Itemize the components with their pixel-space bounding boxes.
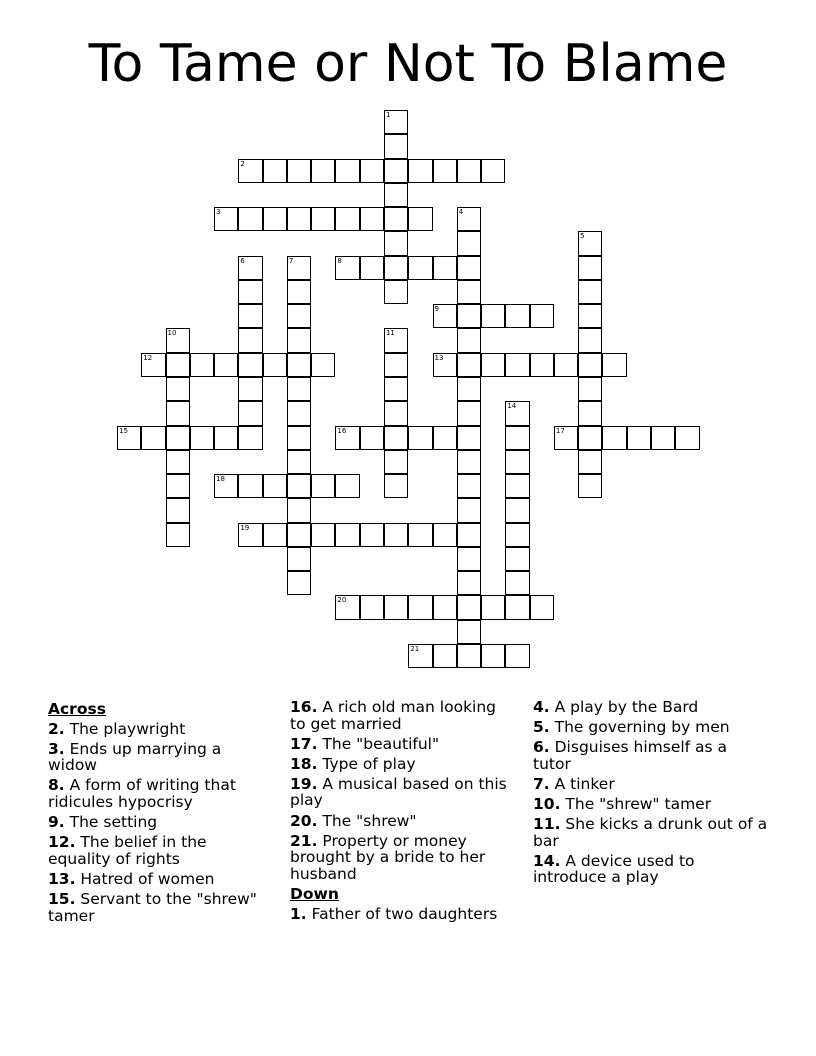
down-clue xyxy=(533,816,768,849)
grid-cell[interactable] xyxy=(602,426,626,450)
clue-number: 12 xyxy=(143,353,153,362)
grid-cell[interactable] xyxy=(360,523,384,547)
grid-cell[interactable] xyxy=(117,426,141,450)
grid-cell[interactable] xyxy=(311,474,335,498)
down-clue xyxy=(533,739,768,772)
grid-cell[interactable] xyxy=(578,353,602,377)
grid-cell[interactable] xyxy=(214,207,238,231)
clue-text: The "shrew" tamer xyxy=(565,794,712,813)
grid-cell[interactable] xyxy=(141,353,165,377)
grid-cell[interactable] xyxy=(263,523,287,547)
clue-number: 16. xyxy=(290,698,318,716)
clue-number: 8 xyxy=(337,256,342,265)
clue-number: 1 xyxy=(385,111,391,119)
grid-cell[interactable] xyxy=(287,426,311,450)
clue-number: 5. xyxy=(533,718,550,737)
grid-cell[interactable] xyxy=(481,304,505,328)
grid-cell[interactable] xyxy=(287,571,311,595)
across-clue xyxy=(48,814,273,831)
grid-cell[interactable] xyxy=(287,450,311,474)
clue-number: 5 xyxy=(580,232,585,241)
grid-cell[interactable] xyxy=(238,207,262,231)
grid-cell[interactable] xyxy=(384,134,408,158)
clue-text: Father of two daughters xyxy=(311,904,498,923)
clue-number: 9. xyxy=(48,813,65,832)
grid-cell[interactable] xyxy=(433,353,457,377)
clue-text: Hatred of women xyxy=(80,869,215,888)
grid-cell[interactable] xyxy=(214,353,238,377)
grid-cell[interactable] xyxy=(238,377,262,401)
grid-cell[interactable] xyxy=(384,353,408,377)
clue-number: 10 xyxy=(167,329,177,338)
grid-cell[interactable] xyxy=(384,256,408,280)
clue-text: The playwright xyxy=(69,719,186,738)
grid-cell[interactable] xyxy=(287,304,311,328)
clue-text: A musical based on this play xyxy=(290,774,507,810)
grid-cell[interactable] xyxy=(457,644,481,668)
grid-cell[interactable] xyxy=(505,595,529,619)
down-clue xyxy=(290,906,515,923)
clue-number: 20. xyxy=(290,811,318,830)
clue-number: 8. xyxy=(48,776,65,795)
grid-cell[interactable] xyxy=(238,353,262,377)
clue-text: A device used to introduce a play xyxy=(533,851,695,887)
grid-cell[interactable] xyxy=(384,159,408,183)
grid-cell[interactable] xyxy=(238,304,262,328)
grid-cell[interactable] xyxy=(287,401,311,425)
grid-cell[interactable] xyxy=(530,353,554,377)
grid-cell[interactable] xyxy=(360,595,384,619)
grid-cell[interactable] xyxy=(408,595,432,619)
grid-cell[interactable] xyxy=(384,183,408,207)
clue-text: The setting xyxy=(69,813,158,832)
grid-cell[interactable] xyxy=(505,644,529,668)
grid-cell[interactable] xyxy=(457,159,481,183)
down-clue xyxy=(533,776,768,793)
grid-cell[interactable] xyxy=(335,474,359,498)
clue-text: A rich old man looking to get married xyxy=(290,698,497,733)
grid-cell[interactable] xyxy=(384,207,408,231)
clue-text: Servant to the "shrew" tamer xyxy=(48,889,257,925)
clue-number: 19. xyxy=(290,774,318,793)
grid-cell[interactable] xyxy=(578,280,602,304)
grid-cell[interactable] xyxy=(287,377,311,401)
grid-cell[interactable] xyxy=(238,328,262,352)
grid-cell[interactable] xyxy=(505,426,529,450)
across-clue xyxy=(48,891,273,924)
grid-cell[interactable] xyxy=(433,644,457,668)
grid-cell[interactable] xyxy=(311,353,335,377)
grid-cell[interactable] xyxy=(433,159,457,183)
grid-cell[interactable] xyxy=(311,523,335,547)
across-clue xyxy=(290,833,515,883)
grid-cell[interactable] xyxy=(675,426,699,450)
grid-cell[interactable] xyxy=(311,159,335,183)
across-clue xyxy=(48,721,273,738)
grid-cell[interactable] xyxy=(457,523,481,547)
grid-cell[interactable] xyxy=(433,256,457,280)
grid-cell[interactable] xyxy=(457,377,481,401)
clue-number: 15 xyxy=(119,426,128,435)
clue-number: 3 xyxy=(216,208,221,217)
grid-cell[interactable] xyxy=(360,207,384,231)
clues-column-2 xyxy=(290,699,515,926)
grid-cell[interactable] xyxy=(457,498,481,522)
grid-cell[interactable] xyxy=(287,523,311,547)
grid-cell[interactable] xyxy=(384,474,408,498)
grid-cell[interactable] xyxy=(384,450,408,474)
grid-cell[interactable] xyxy=(384,377,408,401)
across-clue xyxy=(290,813,515,830)
grid-cell[interactable] xyxy=(457,426,481,450)
clue-number: 4. xyxy=(533,698,550,716)
grid-cell[interactable] xyxy=(166,474,190,498)
grid-cell[interactable] xyxy=(166,523,190,547)
grid-cell[interactable] xyxy=(408,256,432,280)
clue-text: Ends up marrying a widow xyxy=(48,739,222,775)
clue-text: Disguises himself as a tutor xyxy=(533,738,728,773)
clue-number: 17 xyxy=(555,426,565,435)
grid-cell[interactable] xyxy=(335,426,359,450)
grid-cell[interactable] xyxy=(578,401,602,425)
clue-text: Type of play xyxy=(322,754,416,773)
clue-number: 16 xyxy=(337,426,347,435)
grid-cell[interactable] xyxy=(238,159,262,183)
grid-cell[interactable] xyxy=(505,571,529,595)
grid-cell[interactable] xyxy=(457,353,481,377)
grid-cell[interactable] xyxy=(505,498,529,522)
grid-cell[interactable] xyxy=(360,426,384,450)
grid-cell[interactable] xyxy=(457,280,481,304)
grid-cell[interactable] xyxy=(166,450,190,474)
grid-cell[interactable] xyxy=(627,426,651,450)
grid-cell[interactable] xyxy=(457,207,481,231)
clue-number: 6. xyxy=(533,738,550,757)
grid-cell[interactable] xyxy=(578,231,602,255)
across-clue xyxy=(48,871,273,888)
grid-cell[interactable] xyxy=(457,571,481,595)
grid-cell[interactable] xyxy=(578,377,602,401)
grid-cell[interactable] xyxy=(263,353,287,377)
grid-cell[interactable] xyxy=(263,207,287,231)
grid-cell[interactable] xyxy=(335,207,359,231)
across-clue xyxy=(48,741,273,774)
clue-text: The "shrew" xyxy=(322,811,417,830)
grid-cell[interactable] xyxy=(433,595,457,619)
grid-cell[interactable] xyxy=(408,426,432,450)
grid-cell[interactable] xyxy=(166,353,190,377)
grid-cell[interactable] xyxy=(287,280,311,304)
clue-number: 1. xyxy=(290,904,307,923)
clue-number: 21 xyxy=(410,644,420,653)
across-clue xyxy=(290,699,515,732)
grid-cell[interactable] xyxy=(408,523,432,547)
grid-cell[interactable] xyxy=(481,159,505,183)
grid-cell[interactable] xyxy=(505,450,529,474)
grid-cell[interactable] xyxy=(384,595,408,619)
clue-number: 18. xyxy=(290,754,318,773)
clue-number: 18 xyxy=(216,475,225,484)
grid-cell[interactable] xyxy=(457,401,481,425)
clue-number: 6 xyxy=(240,256,245,265)
grid-cell[interactable] xyxy=(311,207,335,231)
clue-section-heading: Down xyxy=(290,884,339,903)
across-clue xyxy=(290,776,515,809)
down-clue xyxy=(533,796,768,813)
grid-cell[interactable] xyxy=(457,304,481,328)
clue-text: A tinker xyxy=(554,774,615,793)
grid-cell[interactable] xyxy=(384,328,408,352)
grid-cell[interactable] xyxy=(166,377,190,401)
grid-cell[interactable] xyxy=(505,523,529,547)
down-clue xyxy=(533,699,768,716)
clue-section-heading: Across xyxy=(48,700,106,718)
grid-cell[interactable] xyxy=(457,450,481,474)
grid-cell[interactable] xyxy=(554,353,578,377)
grid-cell[interactable] xyxy=(554,426,578,450)
clue-number: 7. xyxy=(533,774,550,793)
grid-cell[interactable] xyxy=(190,426,214,450)
grid-cell[interactable] xyxy=(214,474,238,498)
clue-number: 4 xyxy=(458,208,464,217)
grid-cell[interactable] xyxy=(481,353,505,377)
grid-cell[interactable] xyxy=(505,547,529,571)
grid-cell[interactable] xyxy=(166,401,190,425)
grid-cell[interactable] xyxy=(578,256,602,280)
clue-number: 13. xyxy=(48,869,76,888)
grid-cell[interactable] xyxy=(287,328,311,352)
clues-column-1 xyxy=(48,699,273,928)
grid-cell[interactable] xyxy=(505,304,529,328)
grid-cell[interactable] xyxy=(287,474,311,498)
grid-cell[interactable] xyxy=(530,595,554,619)
crossword-grid xyxy=(117,110,699,668)
grid-cell[interactable] xyxy=(238,280,262,304)
grid-cell[interactable] xyxy=(578,328,602,352)
grid-cell[interactable] xyxy=(651,426,675,450)
across-clue xyxy=(48,834,273,867)
grid-cell[interactable] xyxy=(578,450,602,474)
clue-number: 11. xyxy=(533,815,561,834)
clue-number: 10. xyxy=(533,794,561,813)
grid-cell[interactable] xyxy=(166,328,190,352)
grid-cell[interactable] xyxy=(335,256,359,280)
clue-number: 21. xyxy=(290,831,318,850)
grid-cell[interactable] xyxy=(238,523,262,547)
clue-number: 17. xyxy=(290,734,318,753)
clue-text: The belief in the equality of rights xyxy=(48,833,207,868)
grid-cell[interactable] xyxy=(457,256,481,280)
grid-cell[interactable] xyxy=(287,547,311,571)
grid-cell[interactable] xyxy=(166,426,190,450)
down-clue xyxy=(533,853,768,886)
grid-cell[interactable] xyxy=(505,401,529,425)
grid-cell[interactable] xyxy=(578,474,602,498)
grid-cell[interactable] xyxy=(384,401,408,425)
clue-number: 14 xyxy=(507,402,517,411)
grid-cell[interactable] xyxy=(141,426,165,450)
across-clue xyxy=(290,736,515,753)
clue-number: 7 xyxy=(288,256,294,265)
clue-number: 2. xyxy=(48,719,65,738)
clue-text: A play by the Bard xyxy=(554,698,699,716)
grid-cell[interactable] xyxy=(433,523,457,547)
grid-cell[interactable] xyxy=(384,110,408,134)
clue-text: A form of writing that ridicules hypocrisy xyxy=(48,776,236,811)
clue-number: 19 xyxy=(240,523,250,532)
across-clue xyxy=(290,756,515,773)
grid-cell[interactable] xyxy=(287,353,311,377)
grid-cell[interactable] xyxy=(457,474,481,498)
grid-cell[interactable] xyxy=(457,547,481,571)
clue-number: 9 xyxy=(434,305,439,314)
grid-cell[interactable] xyxy=(238,474,262,498)
grid-cell[interactable] xyxy=(505,474,529,498)
clue-number: 2 xyxy=(240,159,245,168)
across-clue xyxy=(48,777,273,810)
grid-cell[interactable] xyxy=(287,498,311,522)
clue-number: 20 xyxy=(337,596,347,605)
grid-cell[interactable] xyxy=(384,280,408,304)
grid-cell[interactable] xyxy=(287,256,311,280)
grid-cell[interactable] xyxy=(408,644,432,668)
grid-cell[interactable] xyxy=(530,304,554,328)
grid-cell[interactable] xyxy=(214,426,238,450)
grid-cell[interactable] xyxy=(360,256,384,280)
clue-text: The governing by men xyxy=(554,718,730,737)
grid-cell[interactable] xyxy=(238,426,262,450)
grid-cell[interactable] xyxy=(457,231,481,255)
clue-number: 13 xyxy=(434,353,444,362)
grid-cell[interactable] xyxy=(457,620,481,644)
grid-cell[interactable] xyxy=(408,207,432,231)
clue-text: She kicks a drunk out of a bar xyxy=(533,815,768,850)
grid-cell[interactable] xyxy=(263,159,287,183)
grid-cell[interactable] xyxy=(287,159,311,183)
grid-cell[interactable] xyxy=(578,304,602,328)
grid-cell[interactable] xyxy=(238,256,262,280)
grid-cell[interactable] xyxy=(578,426,602,450)
grid-cell[interactable] xyxy=(360,159,384,183)
grid-cell[interactable] xyxy=(384,426,408,450)
clue-number: 14. xyxy=(533,851,561,870)
grid-cell[interactable] xyxy=(238,401,262,425)
grid-cell[interactable] xyxy=(457,328,481,352)
grid-cell[interactable] xyxy=(263,474,287,498)
grid-cell[interactable] xyxy=(166,498,190,522)
clue-number: 11 xyxy=(385,329,395,338)
grid-cell[interactable] xyxy=(287,207,311,231)
down-clue xyxy=(533,719,768,736)
grid-cell[interactable] xyxy=(505,353,529,377)
grid-cell[interactable] xyxy=(335,523,359,547)
clue-text: The "beautiful" xyxy=(322,734,440,753)
grid-cell[interactable] xyxy=(335,159,359,183)
clue-number: 15. xyxy=(48,889,76,908)
grid-cell[interactable] xyxy=(384,231,408,255)
grid-cell[interactable] xyxy=(190,353,214,377)
grid-cell[interactable] xyxy=(602,353,626,377)
clue-number: 3. xyxy=(48,739,65,758)
clues-column-3 xyxy=(533,699,768,889)
grid-cell[interactable] xyxy=(433,426,457,450)
grid-cell[interactable] xyxy=(384,523,408,547)
grid-cell[interactable] xyxy=(335,595,359,619)
grid-cell[interactable] xyxy=(481,595,505,619)
grid-cell[interactable] xyxy=(457,595,481,619)
grid-cell[interactable] xyxy=(408,159,432,183)
grid-cell[interactable] xyxy=(481,644,505,668)
clue-text: Property or money brought by a bride to her husband xyxy=(290,831,486,883)
grid-cell[interactable] xyxy=(433,304,457,328)
puzzle-title: To Tame or Not To Blame xyxy=(88,34,728,94)
clue-number: 12. xyxy=(48,833,76,852)
